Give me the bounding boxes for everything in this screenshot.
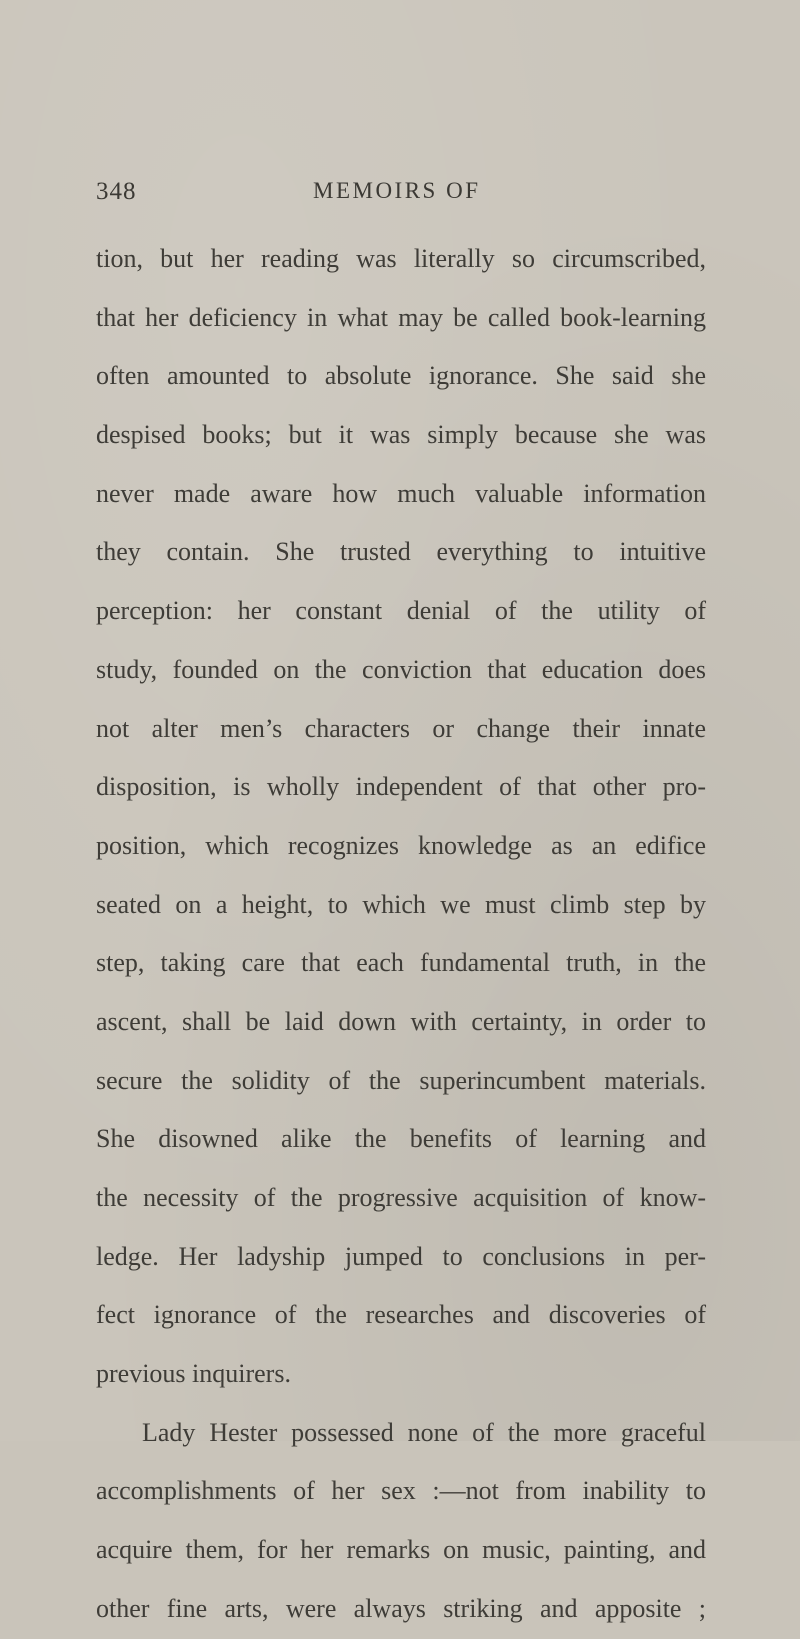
text-line: acquire them, for her remarks on music, painting, and xyxy=(96,1535,706,1565)
text-line: ledge. Her ladyship jumped to conclusions in per- xyxy=(96,1241,706,1271)
text-line: fect ignorance of the researches and discoveries of xyxy=(96,1300,706,1330)
paragraph-start-line: Lady Hester possessed none of the more graceful xyxy=(142,1417,706,1447)
body-text xyxy=(96,230,706,1639)
text-line: secure the solidity of the superincumbent materials. xyxy=(96,1065,706,1095)
text-line: not alter men’s characters or change their innate xyxy=(96,713,706,743)
text-line: accomplishments of her sex :—not from inability to xyxy=(96,1476,706,1506)
text-line: tion, but her reading was literally so circumscribed, xyxy=(96,244,706,273)
text-line: never made aware how much valuable information xyxy=(96,478,706,508)
text-line: She disowned alike the benefits of learning and xyxy=(96,1124,706,1154)
text-line: position, which recognizes knowledge as an edifice xyxy=(96,830,706,860)
running-head: MEMOIRS OF xyxy=(313,178,481,203)
page-number: 348 xyxy=(96,178,137,205)
text-line: the necessity of the progressive acquisition of know- xyxy=(96,1183,706,1212)
text-line: seated on a height, to which we must climb step by xyxy=(96,889,706,919)
text-line: other fine arts, were always striking and apposite ; xyxy=(96,1593,706,1623)
text-line: study, founded on the conviction that education does xyxy=(96,654,706,684)
text-line: ascent, shall be laid down with certainty, in order to xyxy=(96,1006,706,1036)
page-header xyxy=(96,178,706,218)
text-line: step, taking care that each fundamental truth, in the xyxy=(96,948,706,978)
text-line: disposition, is wholly independent of that other pro- xyxy=(96,772,706,802)
paragraph-end-line: previous inquirers. xyxy=(96,1359,291,1389)
text-line: they contain. She trusted everything to intuitive xyxy=(96,537,706,567)
text-line: often amounted to absolute ignorance. She said she xyxy=(96,361,706,391)
text-line: perception: her constant denial of the utility of xyxy=(96,596,706,626)
text-line: that her deficiency in what may be called book-learning xyxy=(96,302,706,332)
text-line: despised books; but it was simply because she was xyxy=(96,420,706,450)
